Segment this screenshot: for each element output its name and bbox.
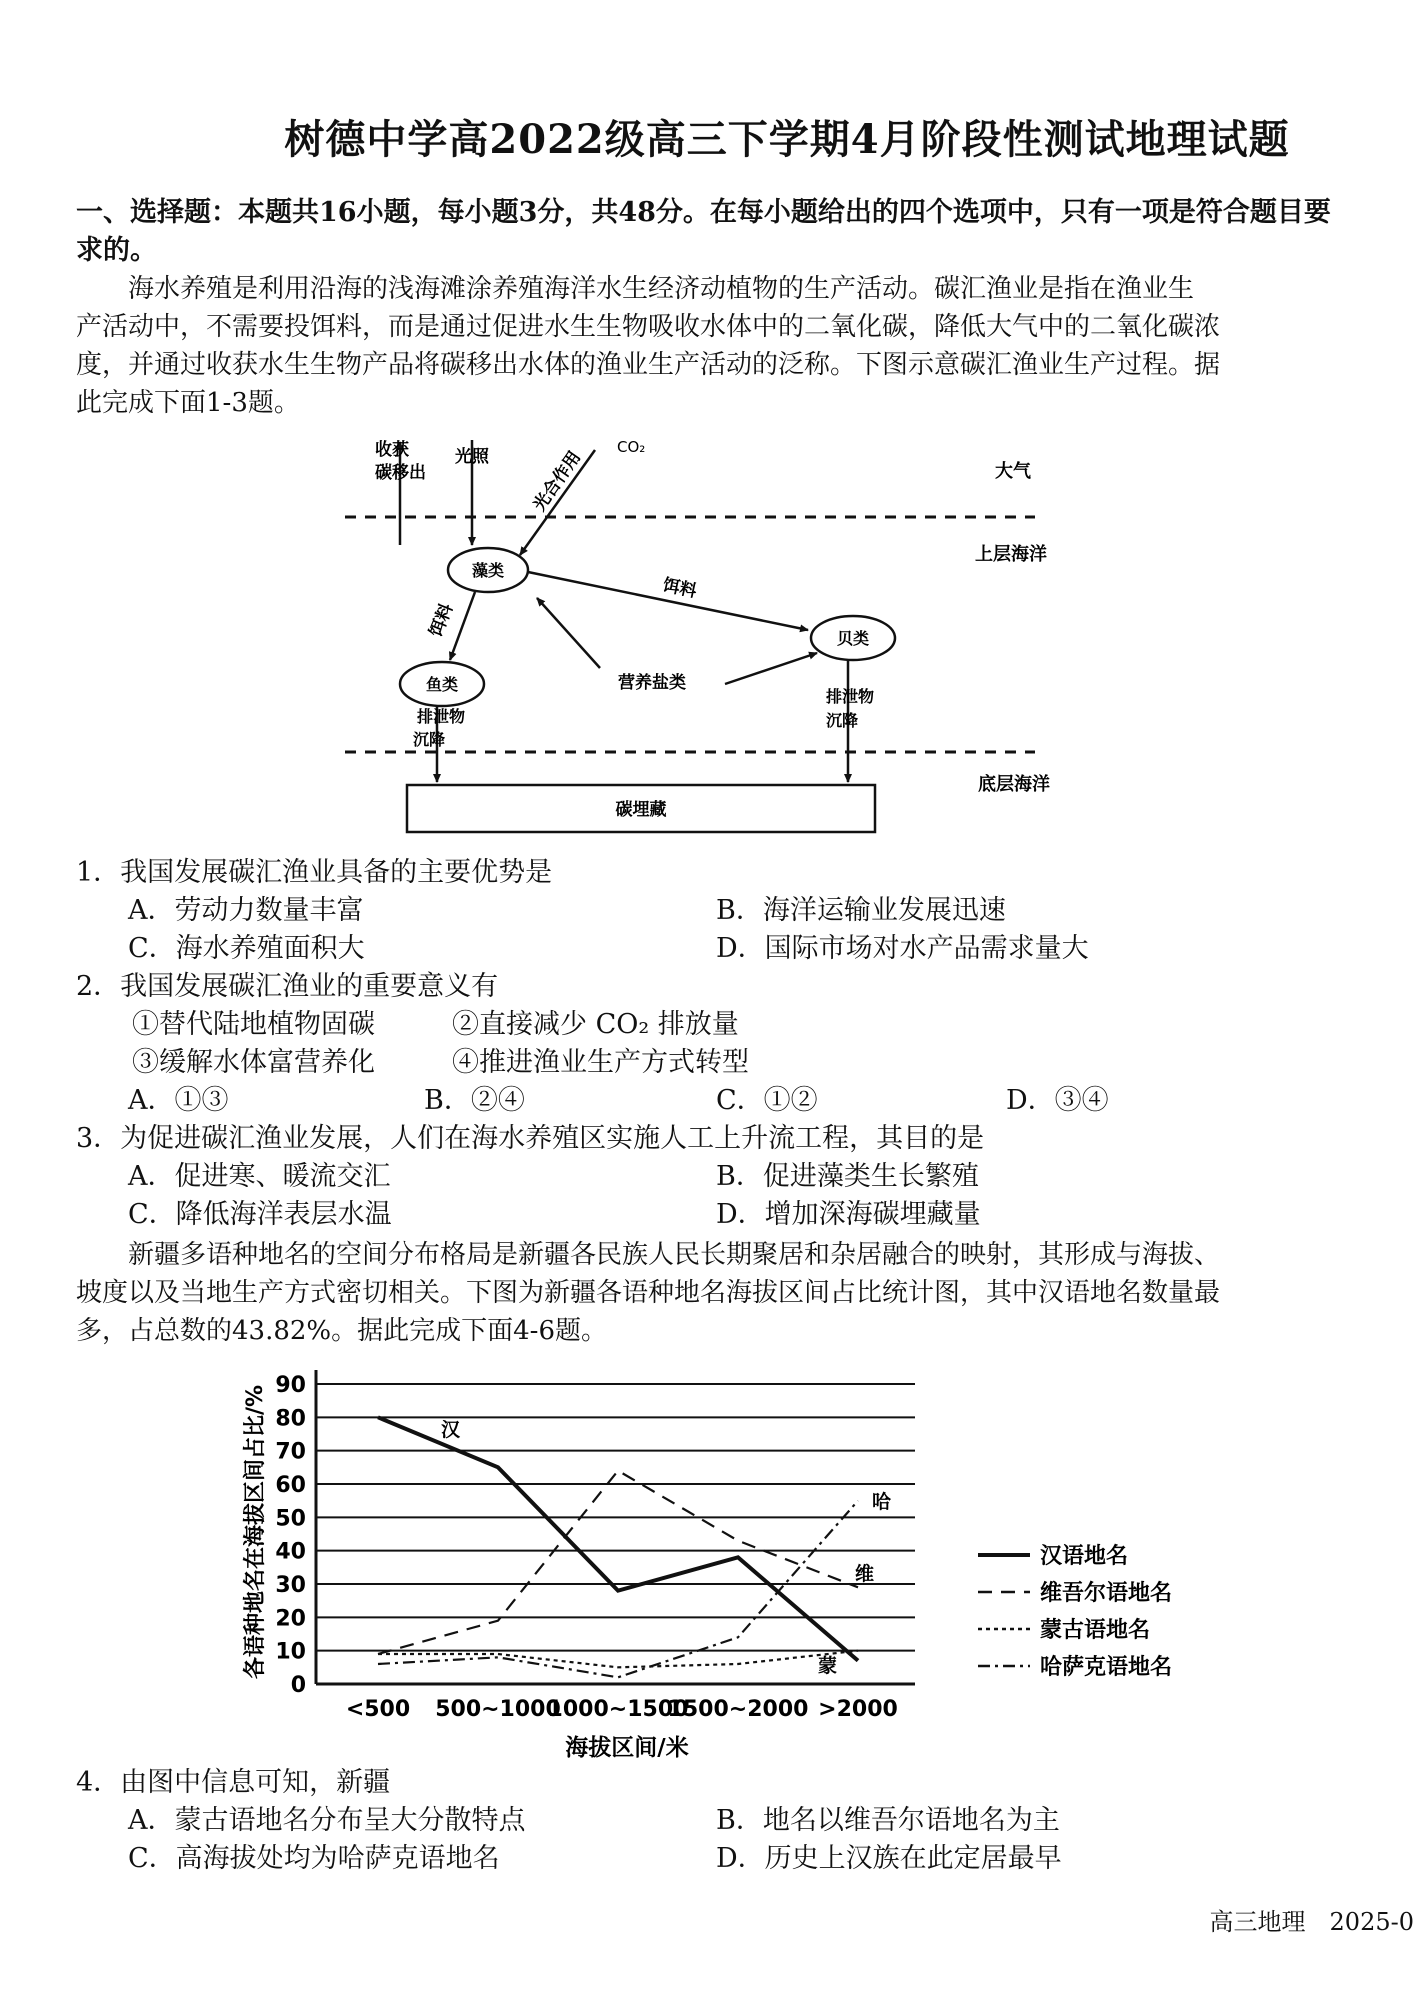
y-tick-label: 90 — [275, 1373, 306, 1398]
excretion-left-2: 沉降 — [413, 730, 446, 749]
question-2-stem: 2．我国发展碳汇渔业的重要意义有 — [76, 971, 499, 1002]
question-4-stem: 4．由图中信息可知，新疆 — [76, 1767, 391, 1798]
x-tick-label: 1500~2000 — [667, 1697, 809, 1722]
y-tick-label: 70 — [275, 1439, 306, 1465]
upper-ocean-label: 上层海洋 — [975, 544, 1047, 565]
question-1-stem: 1．我国发展碳汇渔业具备的主要优势是 — [76, 857, 553, 888]
x-axis-title: 海拔区间/米 — [565, 1735, 689, 1761]
series-inline-label: 哈 — [872, 1491, 892, 1513]
q1-option-c[interactable]: C．海水养殖面积大 — [128, 933, 365, 964]
y-tick-label: 20 — [275, 1606, 306, 1632]
y-tick-label: 80 — [275, 1406, 306, 1432]
q3-option-c[interactable]: C．降低海洋表层水温 — [128, 1199, 392, 1230]
feed-label-2: 饵料 — [426, 600, 458, 640]
y-axis-title: 各语种地名在海拔区间占比/% — [243, 1384, 268, 1680]
page-title: 树德中学高2022级高三下学期4月阶段性测试地理试题 — [284, 116, 1290, 163]
legend-label: 哈萨克语地名 — [1040, 1655, 1173, 1680]
fish-label: 鱼类 — [425, 675, 459, 694]
series-line-dot — [378, 1651, 858, 1668]
y-tick-label: 0 — [290, 1673, 306, 1698]
q4-option-d[interactable]: D．历史上汉族在此定居最早 — [716, 1843, 1062, 1874]
excretion-right-2: 沉降 — [826, 711, 859, 730]
excretion-right-1: 排泄物 — [826, 687, 875, 706]
y-tick-label: 50 — [275, 1506, 306, 1532]
x-tick-label: <500 — [345, 1697, 411, 1722]
q4-option-b[interactable]: B．地名以维吾尔语地名为主 — [716, 1805, 1060, 1836]
legend-label: 汉语地名 — [1040, 1544, 1129, 1569]
q2-option-b[interactable]: B．②④ — [424, 1085, 525, 1116]
algae-label: 藻类 — [471, 561, 505, 580]
y-tick-label: 10 — [275, 1639, 306, 1665]
nutrients-label: 营养盐类 — [618, 673, 686, 693]
q1-option-d[interactable]: D．国际市场对水产品需求量大 — [716, 933, 1089, 964]
q2-option-c[interactable]: C．①② — [716, 1085, 818, 1116]
series-line-solid — [378, 1417, 858, 1660]
atmosphere-label: 大气 — [995, 461, 1031, 482]
q3-option-a[interactable]: A．促进寒、暖流交汇 — [128, 1161, 391, 1192]
co2-label: CO₂ — [617, 438, 646, 456]
intro-line: 产活动中，不需要投饵料，而是通过促进水生生物吸收水体中的二氧化碳，降低大气中的二氧化碳浓 — [76, 312, 1221, 342]
harvest-label-1: 收获 — [375, 440, 409, 460]
intro-line: 新疆多语种地名的空间分布格局是新疆各民族人民长期聚居和杂居融合的映射，其形成与海拔、 — [128, 1240, 1221, 1270]
shellfish-label: 贝类 — [836, 629, 870, 648]
excretion-left-1: 排泄物 — [417, 707, 466, 726]
q2-statement-2: ②直接减少 CO₂ 排放量 — [452, 1009, 739, 1040]
q2-option-a[interactable]: A．①③ — [128, 1085, 229, 1116]
series-inline-label: 汉 — [441, 1419, 461, 1441]
harvest-label-2: 碳移出 — [375, 463, 426, 483]
q4-option-a[interactable]: A．蒙古语地名分布呈大分散特点 — [128, 1805, 526, 1836]
q4-option-c[interactable]: C．高海拔处均为哈萨克语地名 — [128, 1843, 500, 1874]
intro-line: 坡度以及当地生产方式密切相关。下图为新疆各语种地名海拔区间占比统计图，其中汉语地名数量最 — [76, 1278, 1221, 1308]
intro-line: 度，并通过收获水生生物产品将碳移出水体的渔业生产活动的泛称。下图示意碳汇渔业生产过程。据 — [76, 350, 1221, 380]
y-tick-label: 40 — [275, 1539, 306, 1565]
bottom-ocean-label: 底层海洋 — [978, 774, 1050, 795]
x-tick-label: 1000~1500 — [547, 1697, 689, 1722]
q3-option-d[interactable]: D．增加深海碳埋藏量 — [716, 1199, 981, 1230]
q3-option-b[interactable]: B．促进藻类生长繁殖 — [716, 1161, 979, 1192]
feed-label-1: 饵料 — [660, 575, 699, 602]
series-line-dash — [378, 1471, 858, 1654]
y-tick-label: 30 — [275, 1573, 306, 1598]
q1-option-a[interactable]: A．劳动力数量丰富 — [128, 895, 364, 926]
carbon-burial-label: 碳埋藏 — [615, 800, 667, 820]
question-3-stem: 3．为促进碳汇渔业发展，人们在海水养殖区实施人工上升流工程，其目的是 — [76, 1123, 985, 1154]
q1-option-b[interactable]: B．海洋运输业发展迅速 — [716, 895, 1006, 926]
intro-line: 多，占总数的43.82%。据此完成下面4-6题。 — [76, 1316, 608, 1346]
x-tick-label: >2000 — [818, 1697, 898, 1722]
legend-label: 蒙古语地名 — [1040, 1618, 1151, 1643]
series-inline-label: 蒙 — [818, 1655, 838, 1677]
x-tick-label: 500~1000 — [435, 1697, 561, 1722]
legend-label: 维吾尔语地名 — [1040, 1581, 1173, 1606]
photosynthesis-label: 光合作用 — [529, 447, 586, 515]
section-heading: 一、选择题：本题共16小题，每小题3分，共48分。在每小题给出的四个选项中，只有一项是符合题目要求的。 — [76, 197, 1331, 266]
intro-line: 此完成下面1-3题。 — [76, 388, 300, 418]
q2-statement-1: ①替代陆地植物固碳 — [132, 1009, 375, 1040]
light-label: 光照 — [455, 447, 489, 467]
y-tick-label: 60 — [275, 1473, 306, 1498]
q2-statement-3: ③缓解水体富营养化 — [132, 1047, 375, 1078]
page-footer: 高三地理 2025-0 — [1209, 1908, 1414, 1936]
q2-statement-4: ④推进渔业生产方式转型 — [452, 1047, 749, 1078]
intro-line: 海水养殖是利用沿海的浅海滩涂养殖海洋水生经济动植物的生产活动。碳汇渔业是指在渔业生 — [128, 274, 1195, 304]
series-inline-label: 维 — [855, 1563, 875, 1585]
q2-option-d[interactable]: D．③④ — [1006, 1085, 1109, 1116]
